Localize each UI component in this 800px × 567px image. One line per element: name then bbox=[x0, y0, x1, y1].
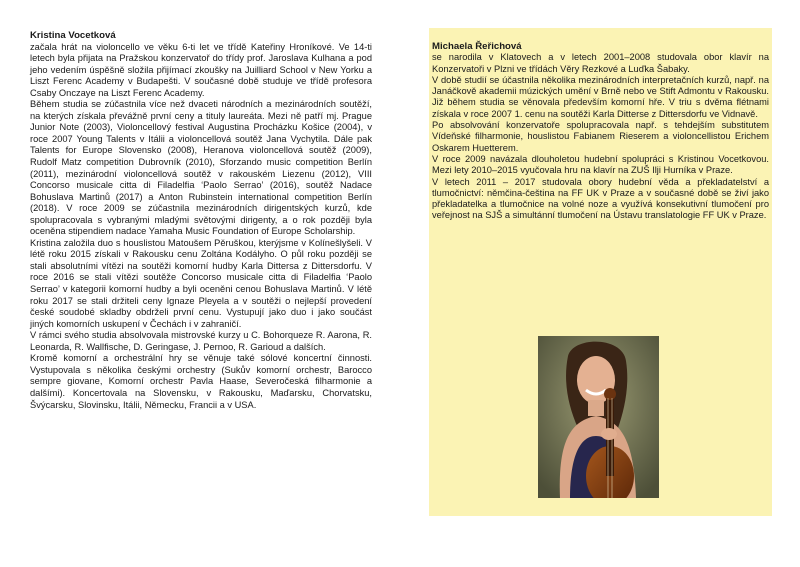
michaela-paragraph-5: V letech 2011 – 2017 studovala obory hudební věda a překladatelství a tlumočnictví: němčina-čeština na FF UK v Praze a v současné době se živí jako překladatelka a tlumočnice na volné noze a využívá konsekutivní tlumočení pro veřejnost na SJŠ a simultánní tlumočení na Ústavu translatologie FF UK v Praze. bbox=[432, 176, 769, 221]
michaela-biography bbox=[432, 41, 769, 222]
kristina-paragraph-2: Během studia se zúčastnila více než dvaceti národních a mezinárodních soutěží, na kterých získala převážně první ceny a tituly laureáta. Mezi ně patří mj. Prague Junior Note (2003), Violoncellový festival Augustina Procházku Košice (2004), v roce 2007 Young Talents v Itálii a violoncellová soutěž Jana Vychytila. Dále pak Talents for Europe Slovensko (2008), Heranova violoncellová soutěž (2009), Rudolf Matz competition Dubrovník (2010), Sforzando music competition Berlín (2011), mezinárodní violoncellová soutěž v rakouském Liezenu (2012), VIII Concorso musicale citta di Filadelfia ‘Paolo Serrao’ (2016), soutěž Nadace Bohuslava Martinů (2017) a Anton Rubinstein international competition Berlín (2018). V roce 2009 se zúčastnila mezinárodních dirigentských kurzů, kde spolupracovala s vybranými mladými světovými dirigenty, a o rok později byla oceněna stipendiem nadace Yamaha Music Foundation of Europe Scholarship. bbox=[30, 99, 372, 237]
portrait-photo bbox=[538, 336, 659, 498]
kristina-paragraph-1: začala hrát na violoncello ve věku 6-ti let ve třídě Kateřiny Hroníkové. Ve 14-ti letech byla přijata na Pražskou konzervatoř do třídy prof. Jaroslava Kulhana a pod jeho vedením úspěšně složila přijímací zkoušky na Juilliard School v New Yorku a Liszt Ferenc Academy v Budapešti. V současné době studuje ve třídě profesora Csaby Onczaye na Liszt Ferenc Academy. bbox=[30, 41, 372, 98]
kristina-paragraph-3: Kristina založila duo s houslistou Matoušem Pěruškou, kterýjsme v Kolínešlyšeli. V létě roku 2015 získali v Rakousku cenu Zoltána Kodályho. O půl roku později se stali absolutními vítězi na soutěži komorní hudby Karla Dittersa z Dittersdorfu. V roce 2016 se stali vítězi soutěže Concorso musicale citta di Filadelfia ‘Paolo Serrao’ v kategorii komorní hudby a byli oceněni cenou Bohuslava Martinů. V létě roku 2017 se stali držiteli ceny Ignaze Pleyela a v soutěži o nejlepší provedení české soudobé skladby obdrželi první cenu. Vystupují jako duo i jako součást jiných komorních uskupení v Čechách i v zahraničí. bbox=[30, 237, 372, 329]
michaela-name: Michaela Řeřichová bbox=[432, 41, 522, 52]
michaela-paragraph-2: V době studií se účastnila několika mezinárodních interpretačních kurzů, např. na Janáčkově akademii múzických umění v Brně nebo ve Stift Admontu v Rakousku. Již během studia se věnovala především komorní hře. V triu s dvěma flétnami získala v roce 2007 1. cenu na soutěži Karla Dittersе z Dittersdorfu ve Vidnavě. bbox=[432, 74, 769, 119]
michaela-paragraph-4: V roce 2009 navázala dlouholetou hudební spolupráci s Kristinou Vocetkovou. Mezi lety 2010–2015 vyučovala hru na klavír na ZUŠ Ilji Hurníka v Praze. bbox=[432, 153, 769, 176]
portrait-photo-illustration bbox=[538, 336, 659, 498]
michaela-biography-panel bbox=[429, 28, 772, 516]
kristina-name: Kristina Vocetková bbox=[30, 30, 116, 41]
kristina-paragraph-5: Kromě komorní a orchestrální hry se věnuje také sólové koncertní činnosti. Vystupovala s několika českými orchestry (Sukův komorní orchestr, Barocco sempre giovane, Komorní orchestr Pavla Haase, Severočeská filharmonie a dalšími). Koncertovala na Slovensku, v Rakousku, Maďarsku, Chorvatsku, Švýcarsku, Slovinsku, Itálii, Německu, Francii a v USA. bbox=[30, 353, 372, 410]
kristina-biography bbox=[30, 30, 372, 411]
michaela-paragraph-1: se narodila v Klatovech a v letech 2001–2008 studovala obor klavír na Konzervatoři v Plzni ve třídách Věry Rezkové a Luďka Šabaky. bbox=[432, 52, 769, 74]
kristina-paragraph-4: V rámci svého studia absolvovala mistrovské kurzy u C. Bohorqueze R. Aarona, R. Leonarda, R. Wallfische, D. Geringase, J. Pernoo, R. Garioud a dalších. bbox=[30, 330, 372, 352]
michaela-paragraph-3: Po absolvování konzervatoře spolupracovala např. s tehdejším substitutem Vídeňské filharmonie, houslistou Fabianem Rieserem a violoncellistou Erichem Oskarem Huetterem. bbox=[432, 120, 769, 153]
